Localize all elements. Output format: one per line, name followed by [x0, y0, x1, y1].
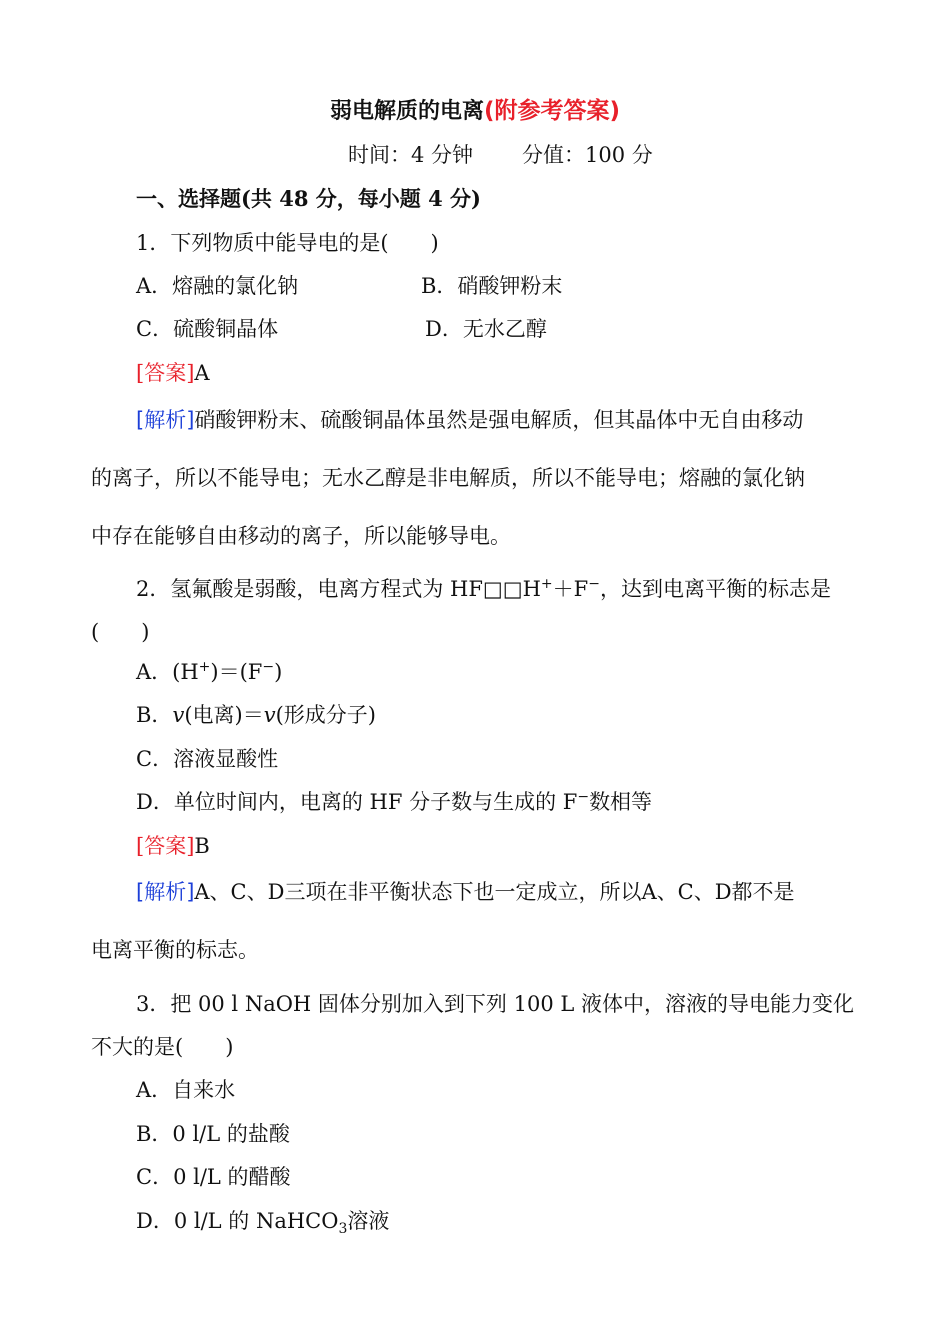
q2-analysis-part-4: 都不是 [731, 880, 795, 904]
q1-analysis-tag: [解析] [136, 408, 195, 432]
q3-stem-line-1: 3．把 00 l NaOH 固体分别加入到下列 100 L 液体中，溶液的导电能力变化 [136, 992, 854, 1016]
q1-option-d: D．无水乙醇 [425, 317, 547, 341]
q2-analysis-part-1: A、C、D [194, 880, 285, 904]
q2-analysis-line-2: 电离平衡的标志。 [91, 938, 259, 962]
q2-stem-part-3: ，达到电离平衡的标志是 [599, 577, 831, 601]
q1-analysis-text-1: 硝酸钾粉末、硫酸铜晶体虽然是强电解质，但其晶体中无自由移动 [194, 408, 804, 432]
title-suffix: (附参考答案) [483, 98, 621, 124]
q2-stem-part-1: 2．氢氟酸是弱酸，电离方程式为 HF□□H [136, 577, 541, 601]
q1-analysis-line-2: 的离子，所以不能导电；无水乙醇是非电解质，所以不能导电；熔融的氯化钠 [91, 466, 805, 490]
section-heading: 一、选择题(共 48 分，每小题 4 分) [136, 186, 481, 211]
q2-analysis-tag: [解析] [136, 880, 195, 904]
q3-option-b: B．0 l/L 的盐酸 [136, 1122, 290, 1146]
q3-option-c: C．0 l/L 的醋酸 [136, 1165, 291, 1189]
q2-minus-sup: − [588, 576, 600, 592]
q2-b-part-2: (电离)＝ [184, 703, 264, 727]
q2-b-part-3: (形成分子) [275, 703, 376, 727]
q1-answer-value: A [194, 361, 210, 385]
q2-stem-part-2: ＋F [552, 577, 589, 601]
q2-d-minus-sup: − [577, 789, 590, 805]
q2-a-plus-sup: + [198, 659, 211, 675]
q3-d-part-2: 溶液 [347, 1209, 390, 1233]
q3-option-d [136, 1207, 389, 1238]
q2-answer-value: B [194, 834, 210, 858]
q2-b-var-2: v [263, 703, 276, 727]
q2-a-part-2: )＝(F [210, 660, 263, 684]
q1-answer-tag: [答案] [136, 361, 195, 385]
q3-d-part-1: D．0 l/L 的 NaHCO [136, 1209, 339, 1233]
q1-option-b: B．硝酸钾粉末 [421, 274, 563, 298]
q3-stem-line-2: 不大的是( ) [91, 1035, 234, 1059]
q3-d-subscript: 3 [338, 1221, 348, 1237]
q1-analysis-line-1 [136, 406, 803, 434]
q1-option-a: A．熔融的氯化钠 [136, 274, 299, 298]
score-info: 分值：100 分 [522, 143, 653, 167]
q2-a-minus-sup: − [262, 659, 275, 675]
q2-stem-line-1 [136, 575, 831, 606]
time-info: 时间：4 分钟 [348, 143, 474, 167]
q2-analysis-line-1 [136, 878, 795, 906]
q2-analysis-part-3: A、C、D [641, 880, 732, 904]
document-title [0, 92, 950, 125]
title-main: 弱电解质的电离 [329, 98, 484, 124]
q2-a-part-1: A．(H [136, 660, 199, 684]
q2-b-var-1: v [172, 703, 185, 727]
q2-answer-tag: [答案] [136, 834, 195, 858]
q2-plus-sup: + [540, 576, 553, 592]
q1-option-c: C．硫酸铜晶体 [136, 317, 279, 341]
q2-option-d [136, 788, 652, 819]
q2-stem-line-2: ( ) [91, 620, 150, 644]
q2-a-part-3: ) [274, 660, 283, 684]
q2-option-c: C．溶液显酸性 [136, 747, 279, 771]
q2-option-b [136, 701, 376, 729]
q1-analysis-line-3: 中存在能够自由移动的离子，所以能够导电。 [91, 524, 511, 548]
q1-answer [136, 359, 210, 387]
q1-stem: 1．下列物质中能导电的是( ) [136, 231, 439, 255]
q2-d-part-2: 数相等 [589, 790, 653, 814]
q2-analysis-part-2: 三项在非平衡状态下也一定成立，所以 [284, 880, 642, 904]
q2-option-a [136, 658, 282, 689]
q3-option-a: A．自来水 [136, 1078, 236, 1102]
q2-answer [136, 832, 210, 860]
q2-b-part-1: B． [136, 703, 173, 727]
q2-d-part-1: D．单位时间内，电离的 HF 分子数与生成的 F [136, 790, 578, 814]
